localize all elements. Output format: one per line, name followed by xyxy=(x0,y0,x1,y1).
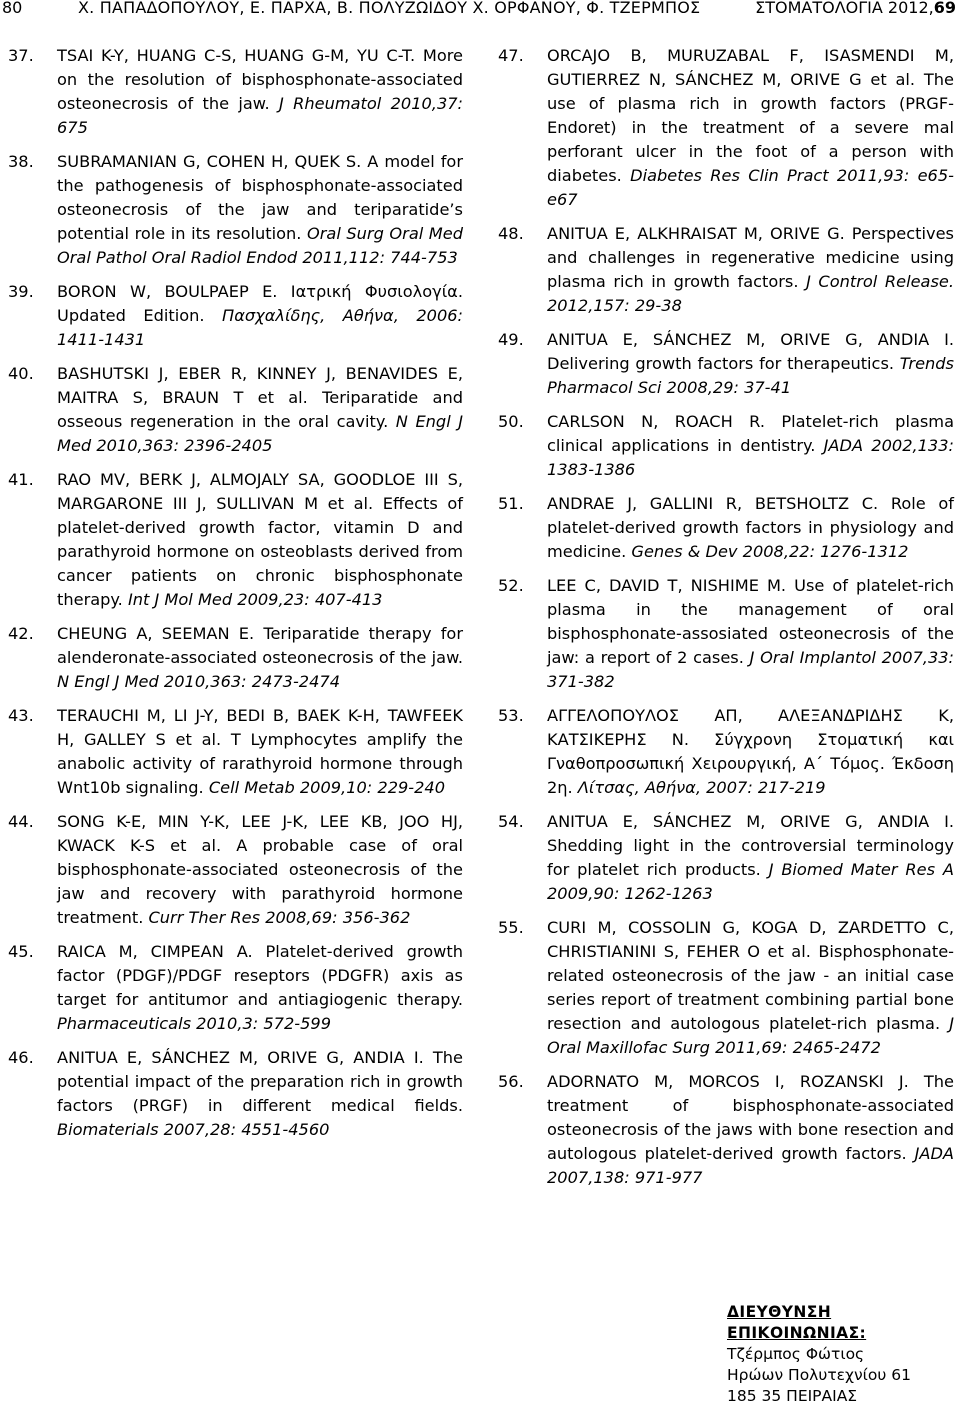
page-number: 80 xyxy=(2,0,23,17)
ref-source: JADA 2002,133: 1383-1386 xyxy=(547,436,954,479)
ref-number: 55. xyxy=(498,918,524,937)
ref-source: J Rheumatol 2010,37: 675 xyxy=(57,94,463,137)
ref-authors: BORON W, BOULPAEP E. xyxy=(57,282,278,301)
ref-title: Perspectives and challenges in regenerative medicine using plasma rich in growth factors. xyxy=(547,224,954,291)
reference-55 xyxy=(498,916,954,1060)
ref-source: J Control Release. 2012,157: 29-38 xyxy=(547,272,954,315)
ref-number: 56. xyxy=(498,1072,524,1091)
ref-source: Cell Metab 2009,10: 229-240 xyxy=(208,778,446,797)
reference-52 xyxy=(498,574,954,694)
header-authors: Χ. ΠΑΠΑΔΟΠΟΥΛΟΥ, Ε. ΠΑΡΧΑ, Β. ΠΟΛΥΖΩΙΔΟΥ Χ. ΟΡΦΑΝΟΥ, Φ. ΤΖΕΡΜΠΟΣ xyxy=(78,0,701,17)
ref-authors: ANITUA E, SÁNCHEZ M, ORIVE G, ANDIA I. xyxy=(547,812,954,831)
reference-53 xyxy=(498,704,954,800)
reference-49 xyxy=(498,328,954,400)
reference-50 xyxy=(498,410,954,482)
ref-number: 50. xyxy=(498,412,524,431)
ref-title: Teriparatide therapy for alenderonate-associated osteonecrosis of the jaw. xyxy=(57,624,463,667)
ref-authors: ANITUA E, ALKHRAISAT M, ORIVE G. xyxy=(547,224,845,243)
ref-authors: SONG K-E, MIN Y-K, LEE J-K, LEE KB, JOO HJ, KWACK K-S et al. xyxy=(57,812,463,855)
journal-name: ΣΤΟΜΑΤΟΛΟΓΙΑ 2012, xyxy=(755,0,934,17)
ref-source: Biomaterials 2007,28: 4551-4560 xyxy=(57,1120,330,1139)
ref-authors: ADORNATO M, MORCOS I, ROZANSKI J. xyxy=(547,1072,909,1091)
ref-source: Pharmaceuticals 2010,3: 572-599 xyxy=(57,1014,332,1033)
ref-title: Ιατρική Φυσιολογία. Updated Edition. xyxy=(57,282,463,325)
running-header xyxy=(0,0,960,24)
ref-authors: ΑΓΓΕΛΟΠΟΥΛΟΣ ΑΠ, ΑΛΕΞΑΝΔΡΙΔΗΣ Κ, ΚΑΤΣΙΚΕΡΗΣ Ν. xyxy=(547,706,954,749)
ref-title: Platelet-derived growth factor (PDGF)/PDGF reseptors (PDGFR) axis as target for antitumor and antiagiogenic therapy. xyxy=(57,942,463,1009)
ref-title: The potential impact of the preparation rich in growth factors (PRGF) in different medical fields. xyxy=(57,1048,463,1115)
ref-number: 47. xyxy=(498,46,524,65)
ref-number: 49. xyxy=(498,330,524,349)
ref-number: 48. xyxy=(498,224,524,243)
ref-title: Use of platelet-rich plasma in the management of oral bisphosphonate-assosiated osteonecrosis of the jaw: a report of 2 cases. xyxy=(547,576,954,667)
ref-number: 42. xyxy=(8,624,34,643)
contact-title: ΔΙΕΥΘΥΝΣΗ ΕΠΙΚΟΙΝΩΝΙΑΣ: xyxy=(727,1303,867,1342)
ref-source: JADA 2007,138: 971-977 xyxy=(547,1144,954,1187)
ref-title: More on the resolution of bisphosphonate-associated osteonecrosis of the jaw. xyxy=(57,46,463,113)
ref-title: T Lymphocytes amplify the anabolic activity of rarathyroid hormone through Wnt10b signaling. xyxy=(57,730,463,797)
reference-46 xyxy=(8,1046,463,1142)
contact-street: Ηρώων Πολυτεχνίου 61 xyxy=(727,1366,911,1384)
ref-authors: BASHUTSKI J, EBER R, KINNEY J, BENAVIDES E, MAITRA S, BRAUN T et al. xyxy=(57,364,463,407)
ref-source: Λίτσας, Αθήνα, 2007: 217-219 xyxy=(577,778,826,797)
ref-number: 51. xyxy=(498,494,524,513)
ref-title: Platelet-rich plasma clinical applications in dentistry. xyxy=(547,412,954,455)
ref-source: Diabetes Res Clin Pract 2011,93: e65-e67 xyxy=(547,166,954,209)
ref-number: 45. xyxy=(8,942,34,961)
ref-number: 43. xyxy=(8,706,34,725)
reference-40 xyxy=(8,362,463,458)
journal-volume: 69 xyxy=(933,0,956,17)
reference-56 xyxy=(498,1070,954,1190)
reference-38 xyxy=(8,150,463,270)
header-journal xyxy=(755,0,956,20)
ref-authors: ANITUA E, SÁNCHEZ M, ORIVE G, ANDIA I. xyxy=(547,330,954,349)
ref-title: Shedding light in the controversial terminology for platelet rich products. xyxy=(547,836,954,879)
reference-39 xyxy=(8,280,463,352)
ref-authors: CURI M, COSSOLIN G, KOGA D, ZARDETTO C, CHRISTIANINI S, FEHER O et al. xyxy=(547,918,954,961)
ref-authors: TSAI K-Y, HUANG C-S, HUANG G-M, YU C-T. xyxy=(57,46,416,65)
ref-source: Oral Surg Oral Med Oral Pathol Oral Radiol Endod 2011,112: 744-753 xyxy=(57,224,463,267)
reference-43 xyxy=(8,704,463,800)
ref-source: Πασχαλίδης, Αθήνα, 2006: 1411-1431 xyxy=(57,306,463,349)
ref-authors: RAICA M, CIMPEAN A. xyxy=(57,942,253,961)
contact-name: Τζέρμπος Φώτιος xyxy=(727,1345,865,1363)
ref-authors: ANITUA E, SÁNCHEZ M, ORIVE G, ANDIA I. xyxy=(57,1048,424,1067)
ref-source: Trends Pharmacol Sci 2008,29: 37-41 xyxy=(547,354,954,397)
ref-title: The treatment of bisphosphonate-associated osteonecrosis of the jaws with bone resection and autologous platelet-derived growth factors. xyxy=(547,1072,954,1163)
ref-number: 54. xyxy=(498,812,524,831)
reference-47 xyxy=(498,44,954,212)
ref-source: N Engl J Med 2010,363: 2473-2474 xyxy=(57,672,340,691)
ref-authors: ORCAJO B, MURUZABAL F, ISASMENDI M, GUTIERREZ N, SÁNCHEZ M, ORIVE G et al. xyxy=(547,46,954,89)
ref-title: Effects of platelet-derived growth factor, vitamin D and parathyroid hormone on osteoblasts derived from cancer patients on chronic bisphosphonate therapy. xyxy=(57,494,463,609)
reference-48 xyxy=(498,222,954,318)
reference-41 xyxy=(8,468,463,612)
ref-source: Genes & Dev 2008,22: 1276-1312 xyxy=(631,542,909,561)
ref-number: 40. xyxy=(8,364,34,383)
ref-authors: CHEUNG A, SEEMAN E. xyxy=(57,624,255,643)
ref-authors: TERAUCHI M, LI J-Y, BEDI B, BAEK K-H, TAWFEEK H, GALLEY S et al. xyxy=(57,706,463,749)
ref-title: Bisphosphonate-related osteonecrosis of the jaw - an initial case series report of treatment combining partial bone resection and autologous platelet-rich plasma. xyxy=(547,942,955,1033)
ref-title: A probable case of oral bisphosphonate-associated osteonecrosis of the jaw and recovery with parathyroid hormone treatment. xyxy=(57,836,463,927)
ref-authors: SUBRAMANIAN G, COHEN H, QUEK S. xyxy=(57,152,362,171)
ref-source: J Biomed Mater Res A 2009,90: 1262-1263 xyxy=(547,860,954,903)
correspondence-address xyxy=(727,1302,960,1407)
reference-44 xyxy=(8,810,463,930)
ref-authors: RAO MV, BERK J, ALMOJALY SA, GOODLOE III S, MARGARONE III J, SULLIVAN M et al. xyxy=(57,470,463,513)
ref-number: 52. xyxy=(498,576,524,595)
reference-45 xyxy=(8,940,463,1036)
ref-source: N Engl J Med 2010,363: 2396-2405 xyxy=(57,412,464,455)
ref-source: Curr Ther Res 2008,69: 356-362 xyxy=(148,908,411,927)
reference-42 xyxy=(8,622,463,694)
ref-title: Delivering growth factors for therapeutics. xyxy=(547,354,900,373)
ref-title: Teriparatide and osseous regeneration in the oral cavity. xyxy=(57,388,463,431)
ref-title: Role of platelet-derived growth factors in physiology and medicine. xyxy=(547,494,955,561)
contact-city: 185 35 ΠΕΙΡΑΙΑΣ xyxy=(727,1387,858,1405)
ref-number: 37. xyxy=(8,46,34,65)
ref-number: 44. xyxy=(8,812,34,831)
ref-title: The use of plasma rich in growth factors (PRGF-Endoret) in the treatment of a severe mal perforant ulcer in the foot of a person with diabetes. xyxy=(547,70,954,185)
reference-37 xyxy=(8,44,463,140)
ref-authors: ANDRAE J, GALLINI R, BETSHOLTZ C. xyxy=(547,494,879,513)
ref-authors: LEE C, DAVID T, NISHIME M. xyxy=(547,576,787,595)
ref-number: 41. xyxy=(8,470,34,489)
ref-number: 39. xyxy=(8,282,34,301)
ref-title: A model for the pathogenesis of bisphosphonate-associated osteonecrosis of the jaw and teriparatide’s potential role in its resolution. xyxy=(57,152,463,243)
ref-number: 38. xyxy=(8,152,34,171)
ref-number: 53. xyxy=(498,706,524,725)
ref-title: Σύγχρονη Στοματική και Γναθοπροσωπική Χειρουργική, Α΄ Τόμος. Έκδοση 2η. xyxy=(547,730,955,797)
reference-51 xyxy=(498,492,954,564)
ref-number: 46. xyxy=(8,1048,34,1067)
ref-source: J Oral Implantol 2007,33: 371-382 xyxy=(547,648,954,691)
ref-source: Int J Mol Med 2009,23: 407-413 xyxy=(127,590,383,609)
references-left-column xyxy=(8,44,463,1152)
ref-source: J Oral Maxillofac Surg 2011,69: 2465-2472 xyxy=(547,1014,954,1057)
ref-authors: CARLSON N, ROACH R. xyxy=(547,412,765,431)
references-right-column xyxy=(498,44,954,1200)
reference-54 xyxy=(498,810,954,906)
